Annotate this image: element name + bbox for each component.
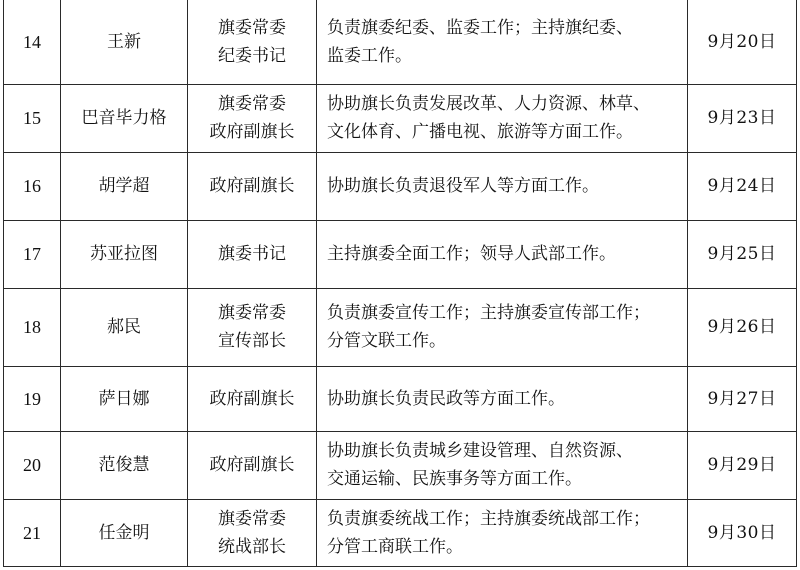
duty-cell: [317, 366, 688, 431]
duty-line: 负责旗委统战工作；主持旗委统战部工作；: [327, 508, 650, 529]
position-cell: [188, 288, 317, 366]
date-cell: 9月27日: [688, 366, 797, 431]
duty-cell: [317, 152, 688, 220]
date-cell: 9月26日: [688, 288, 797, 366]
date-cell: 9月30日: [688, 499, 797, 566]
date-cell: 9月24日: [688, 152, 797, 220]
duty-line: 监委工作。: [327, 45, 412, 66]
position-cell: [188, 0, 317, 84]
position-line: 旗委常委: [218, 94, 286, 114]
row-number: 19: [4, 366, 61, 431]
table-row: [4, 499, 797, 566]
duty-line: 协助旗长负责发展改革、人力资源、林草、: [327, 94, 650, 114]
person-name: 任金明: [61, 499, 188, 566]
person-name: 苏亚拉图: [61, 220, 188, 288]
row-number: 18: [4, 288, 61, 366]
table-row: [4, 220, 797, 288]
person-name: 胡学超: [61, 152, 188, 220]
table-row: [4, 288, 797, 366]
position-line: 旗委常委: [218, 508, 286, 529]
duty-line: 负责旗委宣传工作；主持旗委宣传部工作；: [327, 303, 650, 323]
row-number: 20: [4, 431, 61, 499]
date-cell: 9月23日: [688, 84, 797, 152]
position-line: 政府副旗长: [209, 455, 295, 475]
schedule-table-body: [4, 0, 797, 566]
position-line: 政府副旗长: [209, 122, 295, 142]
duty-cell: [317, 220, 688, 288]
position-cell: [188, 366, 317, 431]
person-name: 巴音毕力格: [61, 84, 188, 152]
duty-cell: [317, 431, 688, 499]
duty-line: 主持旗委全面工作；领导人武部工作。: [327, 244, 616, 264]
duty-line: 分管文联工作。: [327, 331, 446, 351]
duty-line: 交通运输、民族事务等方面工作。: [327, 469, 582, 489]
table-row: [4, 152, 797, 220]
table-row: [4, 366, 797, 431]
person-name: 范俊慧: [61, 431, 188, 499]
duty-line: 文化体育、广播电视、旅游等方面工作。: [327, 122, 633, 142]
person-name: 萨日娜: [61, 366, 188, 431]
row-number: 21: [4, 499, 61, 566]
table-row: [4, 431, 797, 499]
table-row: [4, 0, 797, 84]
position-line: 政府副旗长: [209, 388, 295, 409]
position-line: 宣传部长: [218, 331, 286, 351]
row-number: 17: [4, 220, 61, 288]
duty-cell: [317, 288, 688, 366]
person-name: 王新: [61, 0, 188, 84]
duty-cell: [317, 499, 688, 566]
duty-cell: [317, 0, 688, 84]
position-cell: [188, 220, 317, 288]
position-cell: [188, 431, 317, 499]
date-cell: 9月25日: [688, 220, 797, 288]
date-cell: 9月29日: [688, 431, 797, 499]
duty-line: 协助旗长负责民政等方面工作。: [327, 388, 565, 409]
duty-cell: [317, 84, 688, 152]
position-line: 统战部长: [218, 536, 286, 557]
duty-line: 负责旗委纪委、监委工作；主持旗纪委、: [327, 17, 633, 38]
position-line: 纪委书记: [218, 45, 286, 66]
position-cell: [188, 152, 317, 220]
position-line: 旗委常委: [218, 303, 286, 323]
position-line: 政府副旗长: [209, 176, 295, 196]
duty-line: 协助旗长负责退役军人等方面工作。: [327, 176, 599, 196]
position-cell: [188, 84, 317, 152]
person-name: 郝民: [61, 288, 188, 366]
duty-line: 分管工商联工作。: [327, 536, 463, 557]
schedule-table: [3, 0, 797, 567]
duty-line: 协助旗长负责城乡建设管理、自然资源、: [327, 441, 633, 461]
position-line: 旗委常委: [218, 17, 286, 38]
row-number: 15: [4, 84, 61, 152]
position-cell: [188, 499, 317, 566]
row-number: 14: [4, 0, 61, 84]
position-line: 旗委书记: [218, 244, 286, 264]
row-number: 16: [4, 152, 61, 220]
date-cell: 9月20日: [688, 0, 797, 84]
table-row: [4, 84, 797, 152]
